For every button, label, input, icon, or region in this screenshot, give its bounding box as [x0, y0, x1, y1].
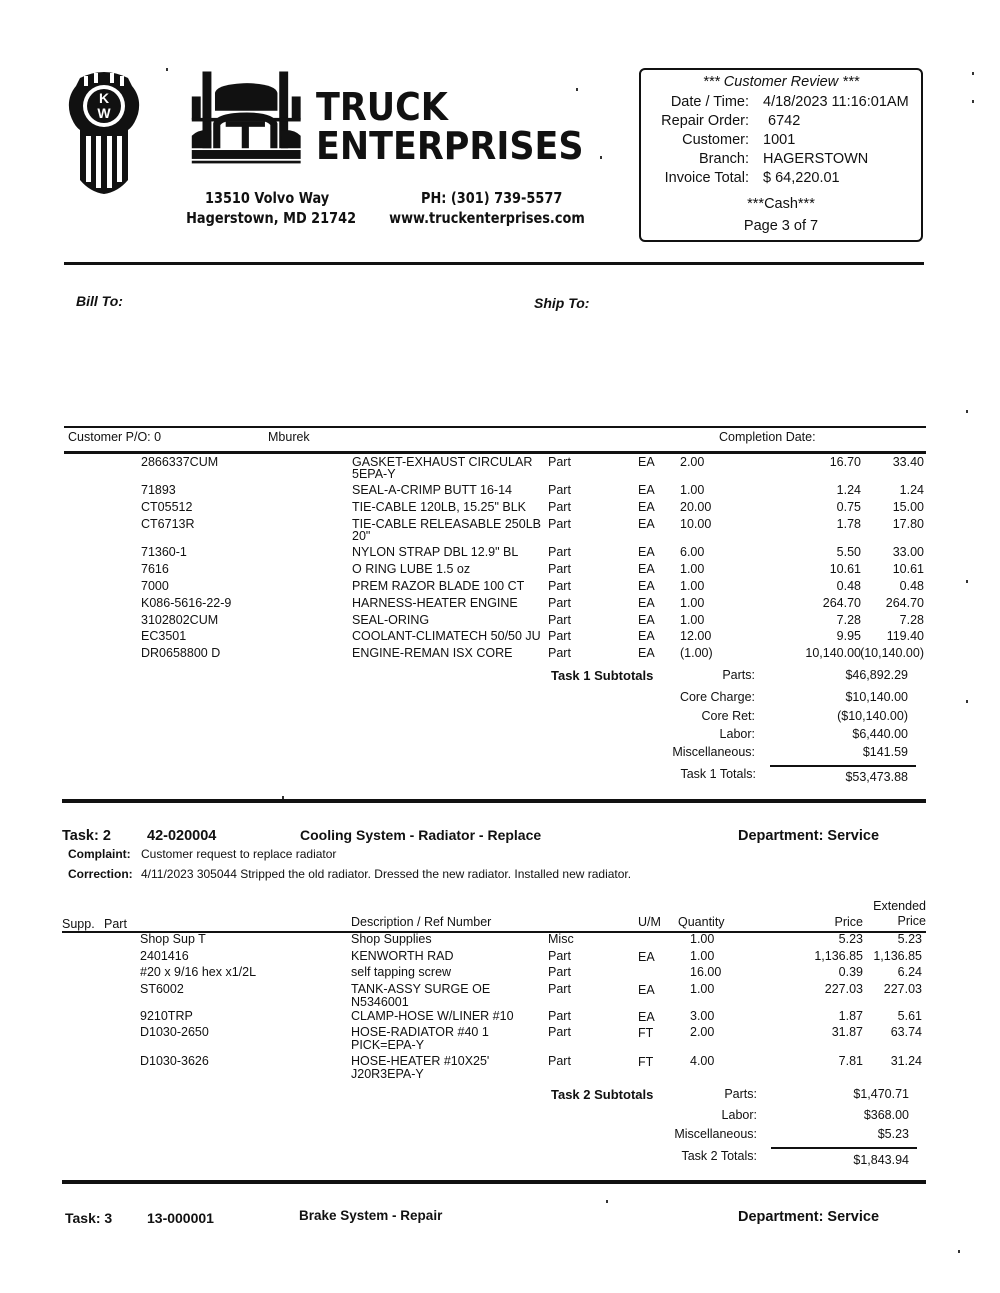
- quantity: 1.00: [680, 579, 705, 593]
- part-description: SEAL-ORING: [352, 613, 430, 627]
- review-title: *** Customer Review ***: [702, 74, 860, 90]
- part-description: HARNESS-HEATER ENGINE: [352, 596, 518, 610]
- col-price: Price: [834, 915, 863, 929]
- scan-speck: [606, 1200, 608, 1203]
- part-description: NYLON STRAP DBL 12.9" BL: [352, 545, 519, 559]
- line-type: Part: [548, 579, 571, 593]
- extended-price: 1.24: [899, 483, 924, 497]
- part-description: KENWORTH RAD: [351, 949, 454, 963]
- extended-price: 264.70: [885, 596, 924, 610]
- line-type: Part: [548, 1054, 571, 1068]
- task2-title: Cooling System - Radiator - Replace: [300, 827, 542, 843]
- part-description-cont: 20": [352, 529, 371, 543]
- task2-subtotals-label: Task 2 Subtotals: [551, 1087, 654, 1102]
- unit-price: 0.75: [836, 500, 861, 514]
- unit-measure: EA: [638, 613, 655, 627]
- task3-department: Department: Service: [738, 1209, 880, 1225]
- service-writer: Mburek: [268, 430, 310, 444]
- extended-price: 119.40: [886, 629, 924, 643]
- line-type: Part: [548, 500, 571, 514]
- unit-price: 31.87: [831, 1025, 863, 1039]
- review-label: Customer:: [682, 132, 749, 148]
- review-value: $ 64,220.01: [763, 170, 840, 186]
- quantity: 4.00: [690, 1054, 715, 1068]
- line-type: Part: [548, 517, 571, 531]
- line-type: Part: [548, 613, 571, 627]
- part-description: Shop Supplies: [351, 932, 432, 946]
- extended-price: 7.28: [899, 613, 924, 627]
- customer-review-box: [639, 68, 923, 242]
- unit-measure: EA: [638, 483, 655, 497]
- col-description: Description / Ref Number: [351, 915, 492, 929]
- part-number: 9210TRP: [140, 1009, 193, 1023]
- summary-label: Labor:: [719, 727, 755, 741]
- task1-header-rule: [64, 451, 926, 454]
- scan-speck: [966, 700, 968, 703]
- part-number: EC3501: [141, 629, 187, 643]
- review-value: 1001: [763, 132, 796, 148]
- brand-line-2: ENTERPRISES: [316, 124, 584, 168]
- line-type: Part: [548, 455, 571, 469]
- scan-speck: [282, 796, 284, 799]
- line-type: Part: [548, 483, 571, 497]
- part-number: CT6713R: [141, 517, 195, 531]
- customer-po: Customer P/O: 0: [68, 430, 162, 444]
- unit-price: 7.81: [838, 1054, 863, 1068]
- task3-label: Task: 3: [65, 1210, 113, 1226]
- part-number: 2866337CUM: [141, 455, 219, 469]
- unit-measure: EA: [638, 596, 655, 610]
- unit-measure: EA: [638, 500, 655, 514]
- extended-price: 5.61: [897, 1009, 922, 1023]
- unit-measure: EA: [638, 579, 655, 593]
- task2-department: Department: Service: [738, 828, 880, 844]
- unit-measure: FT: [638, 1055, 654, 1069]
- quantity: 10.00: [680, 517, 712, 531]
- unit-measure: EA: [638, 646, 655, 660]
- part-description: GASKET-EXHAUST CIRCULAR: [352, 455, 533, 469]
- col-um: U/M: [638, 915, 661, 929]
- part-number: CT05512: [141, 500, 193, 514]
- unit-price: 0.48: [836, 579, 861, 593]
- unit-measure: EA: [638, 950, 655, 964]
- scan-speck: [966, 580, 968, 583]
- company-address: [186, 188, 357, 228]
- part-number: K086-5616-22-9: [141, 596, 232, 610]
- quantity: 1.00: [680, 613, 705, 627]
- company-website[interactable]: www.truckenterprises.com: [389, 209, 585, 227]
- address-line-2: Hagerstown, MD 21742: [186, 209, 357, 227]
- part-number: D1030-2650: [140, 1025, 209, 1039]
- part-description: HOSE-HEATER #10X25': [351, 1054, 490, 1068]
- extended-price: 33.40: [892, 455, 924, 469]
- address-line-1: 13510 Volvo Way: [205, 189, 330, 207]
- part-description: COOLANT-CLIMATECH 50/50 JU: [352, 629, 541, 643]
- summary-label: Core Charge:: [679, 690, 755, 704]
- part-number: D1030-3626: [140, 1054, 209, 1068]
- scan-speck: [600, 156, 602, 159]
- part-description: TIE-CABLE 120LB, 15.25" BLK: [352, 500, 526, 514]
- quantity: 3.00: [690, 1009, 715, 1023]
- part-number: 7000: [141, 579, 169, 593]
- company-contact: [389, 188, 585, 228]
- unit-price: 0.39: [838, 965, 863, 979]
- scan-speck: [958, 1250, 960, 1253]
- task1-top-rule: [64, 426, 926, 428]
- brand-line-1: TRUCK: [316, 85, 448, 129]
- line-type: Part: [548, 965, 571, 979]
- part-description: PREM RAZOR BLADE 100 CT: [352, 579, 525, 593]
- review-label: Date / Time:: [670, 94, 749, 110]
- unit-price: 9.95: [836, 629, 861, 643]
- part-number: ST6002: [140, 982, 184, 996]
- line-type: Part: [548, 596, 571, 610]
- line-type: Part: [548, 545, 571, 559]
- line-type: Part: [548, 982, 571, 996]
- scan-speck: [972, 72, 974, 75]
- extended-price: 227.03: [883, 982, 922, 996]
- extended-price: 33.00: [892, 545, 924, 559]
- task3-code: 13-000001: [147, 1210, 214, 1226]
- quantity: 2.00: [690, 1025, 715, 1039]
- summary-label: Parts:: [724, 1087, 757, 1101]
- review-label: Repair Order:: [661, 113, 749, 129]
- unit-price: 227.03: [824, 982, 863, 996]
- task2-label: Task: 2: [62, 828, 111, 844]
- unit-measure: EA: [638, 1010, 655, 1024]
- line-type: Part: [548, 646, 571, 660]
- part-number: 7616: [141, 562, 169, 576]
- unit-price: 1,136.85: [814, 949, 863, 963]
- task1-totals-label: Task 1 Totals:: [680, 767, 756, 781]
- task1-totals-value: $53,473.88: [845, 770, 908, 784]
- review-value: 4/18/2023 11:16:01AM: [763, 94, 909, 110]
- line-type: Part: [548, 949, 571, 963]
- page-indicator: Page 3 of 7: [743, 218, 819, 234]
- review-label: Branch:: [699, 151, 749, 167]
- unit-measure: FT: [638, 1026, 654, 1040]
- summary-value: $10,140.00: [845, 690, 908, 704]
- task1-end-rule: [62, 799, 926, 803]
- bill-to-label: Bill To:: [76, 293, 123, 309]
- quantity: 12.00: [680, 629, 712, 643]
- col-supp: Supp.: [62, 917, 95, 931]
- summary-value: $368.00: [863, 1108, 909, 1122]
- correction-label: Correction:: [68, 867, 133, 881]
- brand-name: [316, 85, 584, 168]
- task2-totals-value: $1,843.94: [853, 1153, 909, 1167]
- scan-speck: [966, 410, 968, 413]
- unit-price: 264.70: [822, 596, 861, 610]
- task2-totals-label: Task 2 Totals:: [681, 1149, 757, 1163]
- part-description: self tapping screw: [351, 965, 452, 979]
- task2-code: 42-020004: [147, 828, 217, 844]
- part-number: 71893: [141, 483, 176, 497]
- truck-icon: [190, 66, 306, 168]
- extended-price: 15.00: [892, 500, 924, 514]
- quantity: 6.00: [680, 545, 705, 559]
- quantity: 1.00: [690, 932, 715, 946]
- extended-price: 0.48: [899, 579, 924, 593]
- logo-letter-k: K: [98, 90, 110, 106]
- payment-method: ***Cash***: [747, 196, 815, 212]
- unit-measure: EA: [638, 455, 655, 469]
- extended-price: (10,140.00): [860, 646, 924, 660]
- unit-price: 5.50: [836, 545, 861, 559]
- col-extended: Extended: [873, 899, 926, 913]
- unit-measure: EA: [638, 545, 655, 559]
- part-number: Shop Sup T: [140, 932, 206, 946]
- extended-price: 6.24: [897, 965, 922, 979]
- col-extended-price: Price: [897, 914, 926, 928]
- quantity: 1.00: [680, 483, 705, 497]
- part-description: HOSE-RADIATOR #40 1: [351, 1025, 489, 1039]
- unit-measure: EA: [638, 562, 655, 576]
- summary-label: Miscellaneous:: [672, 745, 755, 759]
- part-number: #20 x 9/16 hex x1/2L: [140, 965, 257, 979]
- part-description: SEAL-A-CRIMP BUTT 16-14: [352, 483, 513, 497]
- summary-label: Miscellaneous:: [674, 1127, 757, 1141]
- header-divider: [64, 262, 924, 265]
- extended-price: 10.61: [892, 562, 924, 576]
- unit-measure: EA: [638, 517, 655, 531]
- summary-label: Parts:: [722, 668, 755, 682]
- quantity: 1.00: [680, 596, 705, 610]
- task3-title: Brake System - Repair: [299, 1208, 443, 1223]
- part-description-cont: 5EPA-Y: [352, 467, 396, 481]
- unit-price: 1.24: [836, 483, 861, 497]
- unit-price: 1.78: [836, 517, 861, 531]
- part-description: ENGINE-REMAN ISX CORE: [352, 646, 513, 660]
- summary-value: $46,892.29: [845, 668, 908, 682]
- extended-price: 5.23: [897, 932, 922, 946]
- correction-text: 4/11/2023 305044 Stripped the old radiator. Dressed the new radiator. Installed new radiator.: [141, 867, 632, 881]
- unit-price: 5.23: [838, 932, 863, 946]
- quantity: 1.00: [690, 949, 715, 963]
- completion-date-label: Completion Date:: [719, 430, 816, 444]
- task2-end-rule: [62, 1180, 926, 1184]
- company-phone: PH: (301) 739-5577: [421, 189, 563, 207]
- col-part: Part: [104, 917, 127, 931]
- summary-label: Labor:: [721, 1108, 757, 1122]
- extended-price: 1,136.85: [873, 949, 922, 963]
- quantity: 16.00: [690, 965, 722, 979]
- quantity: (1.00): [680, 646, 713, 660]
- task1-subtotals-label: Task 1 Subtotals: [551, 668, 654, 683]
- unit-price: 10,140.00: [805, 646, 861, 660]
- part-description: TANK-ASSY SURGE OE: [351, 982, 491, 996]
- review-value: HAGERSTOWN: [763, 151, 869, 167]
- part-description: TIE-CABLE RELEASABLE 250LB: [352, 517, 541, 531]
- line-type: Part: [548, 1009, 571, 1023]
- extended-price: 63.74: [890, 1025, 922, 1039]
- scan-speck: [576, 88, 578, 91]
- unit-measure: EA: [638, 983, 655, 997]
- col-quantity: Quantity: [678, 915, 725, 929]
- extended-price: 31.24: [890, 1054, 922, 1068]
- quantity: 20.00: [680, 500, 712, 514]
- task2-totals-rule: [771, 1147, 917, 1149]
- review-label: Invoice Total:: [664, 170, 749, 186]
- unit-price: 1.87: [838, 1009, 863, 1023]
- complaint-label: Complaint:: [68, 847, 131, 861]
- line-type: Part: [548, 562, 571, 576]
- part-number: 71360-1: [141, 545, 187, 559]
- part-number: 2401416: [140, 949, 189, 963]
- line-type: Misc: [548, 932, 574, 946]
- summary-value: $1,470.71: [853, 1087, 909, 1101]
- line-type: Part: [548, 629, 571, 643]
- logo-letter-w: W: [97, 105, 111, 121]
- part-description: CLAMP-HOSE W/LINER #10: [351, 1009, 514, 1023]
- scan-speck: [972, 100, 974, 103]
- unit-measure: EA: [638, 629, 655, 643]
- part-description-cont: N5346001: [351, 995, 409, 1009]
- part-number: 3102802CUM: [141, 613, 219, 627]
- quantity: 2.00: [680, 455, 705, 469]
- unit-price: 7.28: [836, 613, 861, 627]
- part-description-cont: PICK=EPA-Y: [351, 1038, 425, 1052]
- summary-value: ($10,140.00): [837, 709, 908, 723]
- part-description: O RING LUBE 1.5 oz: [352, 562, 471, 576]
- kenworth-logo: [66, 68, 142, 196]
- summary-value: $5.23: [877, 1127, 909, 1141]
- unit-price: 10.61: [829, 562, 861, 576]
- summary-value: $141.59: [862, 745, 908, 759]
- summary-label: Core Ret:: [701, 709, 755, 723]
- unit-price: 16.70: [829, 455, 861, 469]
- ship-to-label: Ship To:: [534, 295, 590, 311]
- quantity: 1.00: [680, 562, 705, 576]
- complaint-text: Customer request to replace radiator: [141, 847, 337, 861]
- scan-speck: [166, 68, 168, 71]
- review-value: 6742: [768, 113, 801, 129]
- task1-totals-rule: [770, 765, 916, 767]
- part-description-cont: J20R3EPA-Y: [351, 1067, 424, 1081]
- part-number: DR0658800 D: [141, 646, 221, 660]
- extended-price: 17.80: [892, 517, 924, 531]
- quantity: 1.00: [690, 982, 715, 996]
- line-type: Part: [548, 1025, 571, 1039]
- summary-value: $6,440.00: [852, 727, 908, 741]
